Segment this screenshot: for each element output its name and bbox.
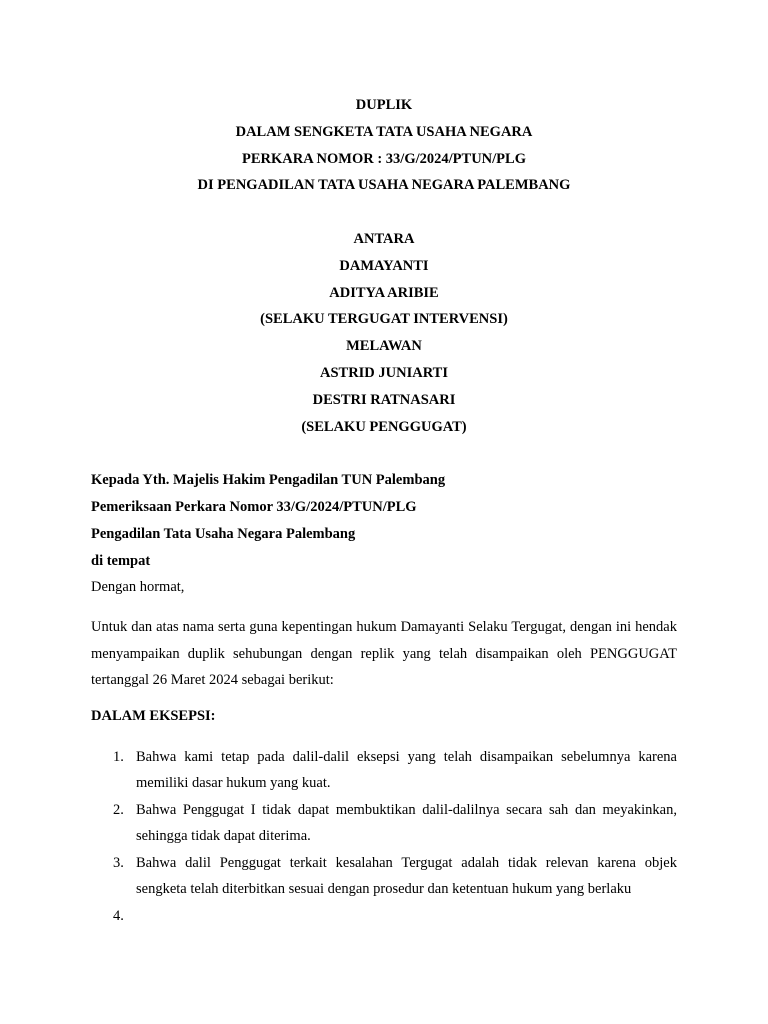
address-line: Kepada Yth. Majelis Hakim Pengadilan TUN Palembang [91,472,446,489]
list-item [91,850,677,903]
list-text [136,908,140,924]
list-item [91,797,677,850]
eksepsi-heading: DALAM EKSEPSI: [91,707,216,724]
plaintiff-name: DESTRI RATNASARI [312,391,456,408]
document-body [91,92,677,930]
list-text: Bahwa dalil Penggugat terkait kesalahan Tergugat adalah tidak relevan karena objek sengketa telah diterbitkan sesuai dengan prosedur dan ketentuan hukum yang berlaku [136,854,677,898]
defendant-name: ADITYA ARIBIE [329,284,439,301]
plaintiff-role: (SELAKU PENGGUGAT) [301,418,467,435]
greeting: Dengan hormat, [91,579,185,596]
antara-label: ANTARA [353,230,415,247]
spacer [91,694,677,703]
title-line: DUPLIK [355,97,413,113]
list-number: 2. [113,801,124,818]
spacer [91,730,677,744]
title-line: DALAM SENGKETA TATA USAHA NEGARA [235,123,533,140]
list-number: 3. [113,854,124,871]
list-text: Bahwa kami tetap pada dalil-dalil eksepsi yang telah disampaikan sebelumnya karena memiliki dasar hukum yang kuat. [136,748,677,792]
document-title-block [91,92,677,440]
spacer [91,601,677,614]
title-line: PERKARA NOMOR : 33/G/2024/PTUN/PLG [242,150,526,167]
address-block [91,467,677,601]
defendant-role: (SELAKU TERGUGAT INTERVENSI) [260,311,508,328]
list-item [91,744,677,797]
title-line: DI PENGADILAN TATA USAHA NEGARA PALEMBANG [197,177,571,194]
melawan-label: MELAWAN [346,338,422,355]
address-line: di tempat [91,552,151,569]
spacer [91,440,677,467]
spacer [91,199,677,226]
plaintiff-name: ASTRID JUNIARTI [319,364,448,381]
address-line: Pengadilan Tata Usaha Negara Palembang [91,525,356,542]
list-text: Bahwa Penggugat I tidak dapat membuktikan dalil-dalilnya secara sah dan meyakinkan, sehingga tidak dapat diterima. [136,801,677,845]
address-line: Pemeriksaan Perkara Nomor 33/G/2024/PTUN/PLG [91,498,417,515]
list-item [91,903,677,930]
eksepsi-list [91,744,677,930]
defendant-name: DAMAYANTI [339,257,429,274]
list-number: 1. [113,748,124,765]
list-number: 4. [113,908,124,925]
intro-paragraph: Untuk dan atas nama serta guna kepentingan hukum Damayanti Selaku Tergugat, dengan ini hendak menyampaikan duplik sehubungan dengan replik yang telah disampaikan oleh PENGGUGAT tertanggal 26 Maret 2024 sebagai berikut: [91,619,677,689]
